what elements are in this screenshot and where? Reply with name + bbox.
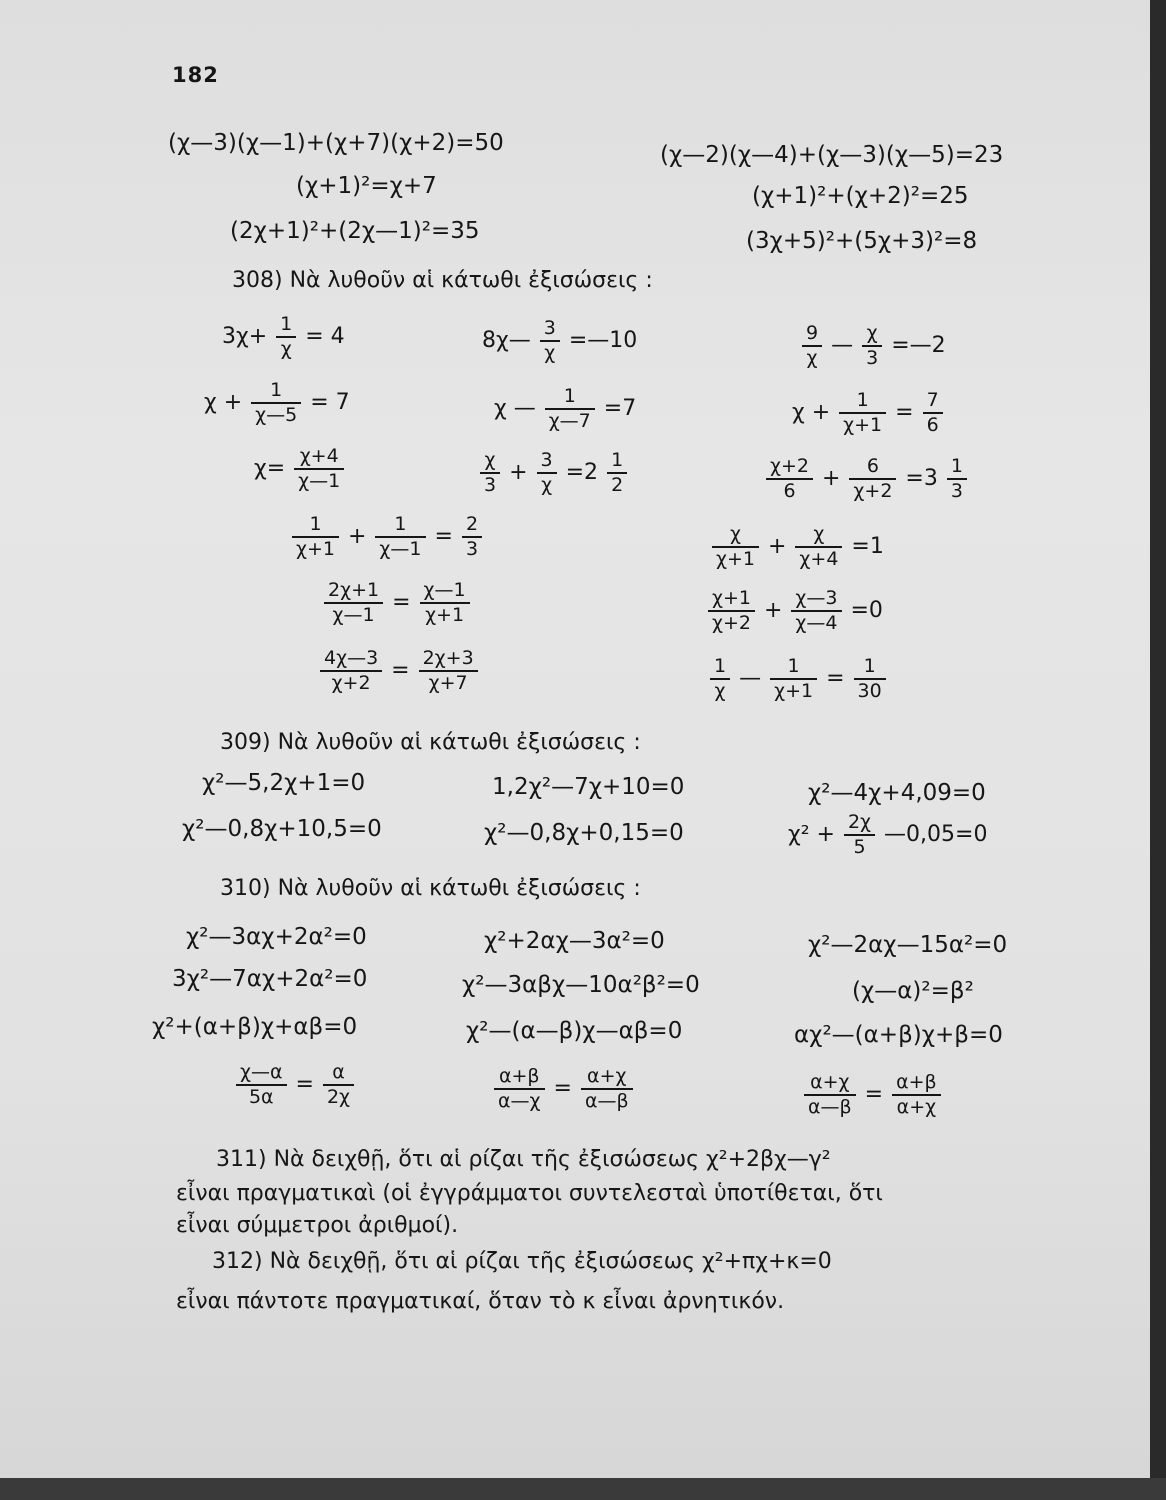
numerator: χ—1 <box>420 580 470 604</box>
eq-text: =0 <box>850 597 883 623</box>
fraction <box>804 1072 856 1118</box>
numerator: 4χ—3 <box>320 648 382 672</box>
numerator: 1 <box>251 380 301 404</box>
eq-text: = <box>864 1081 884 1107</box>
fraction <box>581 1066 633 1112</box>
numerator: α+β <box>494 1066 545 1090</box>
fraction <box>419 648 478 694</box>
equation-308-7 <box>254 446 346 492</box>
numerator: 1 <box>292 514 339 538</box>
equation-308-5 <box>494 386 636 432</box>
fraction <box>710 656 730 702</box>
equation: (χ+1)²=χ+7 <box>296 173 437 199</box>
eq-text: χ — <box>494 395 536 421</box>
equation: (2χ+1)²+(2χ—1)²=35 <box>230 218 480 244</box>
eq-text: χ= <box>254 455 286 481</box>
fraction <box>607 450 627 496</box>
fraction <box>766 456 813 502</box>
fraction <box>795 524 842 570</box>
denominator: χ+2 <box>712 611 751 634</box>
eq-text: =2 <box>565 459 599 485</box>
numerator: 1 <box>770 656 817 680</box>
numerator: α+β <box>892 1072 941 1096</box>
eq-text: + <box>763 597 783 623</box>
denominator: χ—4 <box>795 611 838 634</box>
fraction <box>892 1072 941 1118</box>
equation: (χ—3)(χ—1)+(χ+7)(χ+2)=50 <box>168 130 504 156</box>
denominator: 3 <box>950 479 963 502</box>
equation: 1,2χ²—7χ+10=0 <box>492 774 685 800</box>
fraction <box>849 456 896 502</box>
fraction <box>420 580 470 626</box>
equation: (χ—2)(χ—4)+(χ—3)(χ—5)=23 <box>660 142 1004 168</box>
denominator: 6 <box>926 413 939 436</box>
numerator: 1 <box>839 390 886 414</box>
equation: (χ+1)²+(χ+2)²=25 <box>752 183 969 209</box>
numerator: 2χ+3 <box>419 648 478 672</box>
equation-308-10 <box>290 514 484 560</box>
denominator: χ <box>806 346 818 369</box>
equation-308-9 <box>764 456 969 502</box>
exercise-308-heading: 308) Νὰ λυθοῦν αἱ κάτωθι ἐξισώσεις : <box>232 268 653 293</box>
equation: χ²—3αχ+2α²=0 <box>186 924 367 950</box>
denominator: α—β <box>584 1089 629 1112</box>
denominator: χ <box>544 341 556 364</box>
fraction <box>545 386 595 432</box>
equation-308-11 <box>710 524 884 570</box>
eq-text: — <box>831 332 854 358</box>
numerator: 1 <box>854 656 886 680</box>
eq-text: = <box>434 523 453 549</box>
numerator: χ—α <box>236 1062 287 1086</box>
fraction <box>770 656 817 702</box>
equation: χ²—3αβχ—10α²β²=0 <box>462 972 700 998</box>
eq-text: = 4 <box>305 323 345 349</box>
equation: 3χ²—7αχ+2α²=0 <box>172 966 368 992</box>
numerator: 1 <box>607 450 627 474</box>
fraction <box>712 524 759 570</box>
equation: χ²—0,8χ+10,5=0 <box>182 816 382 842</box>
denominator: α+χ <box>896 1095 937 1118</box>
numerator: α+χ <box>804 1072 856 1096</box>
eq-text: =1 <box>851 533 884 559</box>
equation-309-6 <box>788 812 987 858</box>
numerator: α+χ <box>581 1066 633 1090</box>
eq-text: χ² + <box>788 821 835 847</box>
book-spine-shadow <box>1150 0 1166 1500</box>
fraction <box>292 514 339 560</box>
equation-308-3 <box>800 323 946 369</box>
denominator: 5α <box>248 1085 274 1108</box>
fraction <box>854 656 886 702</box>
equation-310-11 <box>492 1066 635 1112</box>
denominator: χ+4 <box>799 547 839 570</box>
eq-text: 8χ— <box>482 327 531 353</box>
numerator: α <box>323 1062 354 1086</box>
denominator: 5 <box>853 835 866 858</box>
exercise-310-heading: 310) Νὰ λυθοῦν αἱ κάτωθι ἐξισώσεις : <box>220 876 641 901</box>
fraction <box>844 812 875 858</box>
numerator: 3 <box>540 318 560 342</box>
denominator: χ—5 <box>255 403 298 426</box>
denominator: χ—1 <box>332 603 375 626</box>
equation: αχ²—(α+β)χ+β=0 <box>794 1022 1003 1048</box>
equation-308-8 <box>478 450 629 496</box>
numerator: 1 <box>276 314 296 338</box>
denominator: χ—1 <box>298 469 341 492</box>
eq-text: = <box>826 665 845 691</box>
numerator: χ+2 <box>766 456 813 480</box>
equation-308-4 <box>204 380 350 426</box>
denominator: χ <box>280 337 292 360</box>
exercise-311-line2: εἶναι πραγματικαὶ (οἱ ἐγγράμματοι συντελεσταὶ ὑποτίθεται, ὅτι <box>176 1181 883 1206</box>
equation-308-6 <box>792 390 945 436</box>
fraction <box>294 446 344 492</box>
denominator: χ+1 <box>843 413 883 436</box>
fraction <box>802 323 822 369</box>
eq-text: = <box>295 1071 314 1097</box>
denominator: χ+2 <box>853 479 893 502</box>
fraction <box>791 588 841 634</box>
numerator: χ—3 <box>791 588 841 612</box>
fraction <box>540 318 560 364</box>
eq-text: — <box>739 665 762 691</box>
fraction <box>923 390 943 436</box>
exercise-312-line2: εἶναι πάντοτε πραγματικαί, ὅταν τὸ κ εἶναι ἀρνητικόν. <box>176 1289 785 1314</box>
fraction <box>862 323 882 369</box>
eq-text: = <box>553 1075 572 1101</box>
numerator: χ <box>480 450 500 474</box>
equation: χ²—5,2χ+1=0 <box>202 770 366 796</box>
denominator: χ—7 <box>548 409 591 432</box>
fraction <box>708 588 755 634</box>
equation: χ²—4χ+4,09=0 <box>808 780 986 806</box>
eq-text: = 7 <box>310 389 350 415</box>
denominator: 3 <box>484 473 497 496</box>
equation-308-12 <box>322 580 472 626</box>
denominator: χ+1 <box>296 537 335 560</box>
scan-bottom-edge <box>0 1478 1166 1500</box>
numerator: 2χ+1 <box>324 580 383 604</box>
denominator: χ <box>541 473 553 496</box>
equation-308-15 <box>708 656 888 702</box>
numerator: 3 <box>537 450 557 474</box>
fraction <box>537 450 557 496</box>
equation: χ²—2αχ—15α²=0 <box>808 932 1008 958</box>
fraction <box>324 580 383 626</box>
denominator: χ+7 <box>428 671 468 694</box>
eq-text: =3 <box>905 465 938 491</box>
eq-text: =7 <box>603 395 637 421</box>
equation: (χ—α)²=β² <box>852 978 974 1004</box>
page-number: 182 <box>172 63 219 87</box>
equation-308-14 <box>318 648 480 694</box>
denominator: 2χ <box>326 1085 351 1108</box>
fraction <box>251 380 301 426</box>
eq-text: χ + <box>792 399 831 425</box>
equation-308-2 <box>482 318 637 364</box>
numerator: 7 <box>923 390 943 414</box>
equation-310-10 <box>234 1062 356 1108</box>
denominator: χ+1 <box>774 679 814 702</box>
equation-308-13 <box>706 588 883 634</box>
equation-308-1 <box>222 314 345 360</box>
numerator: χ <box>862 323 882 347</box>
numerator: χ <box>795 524 842 548</box>
exercise-312-line1: 312) Νὰ δειχθῇ, ὅτι αἱ ρίζαι τῆς ἐξισώσεως χ²+πχ+κ=0 <box>212 1249 832 1274</box>
eq-text: + <box>767 533 787 559</box>
exercise-309-heading: 309) Νὰ λυθοῦν αἱ κάτωθι ἐξισώσεις : <box>220 730 641 755</box>
numerator: 1 <box>947 456 967 480</box>
eq-text: + <box>509 459 528 485</box>
eq-text: 3χ+ <box>222 323 268 349</box>
fraction <box>375 514 425 560</box>
denominator: 2 <box>611 473 624 496</box>
equation: χ²+2αχ—3α²=0 <box>484 928 665 954</box>
numerator: 2 <box>462 514 482 538</box>
exercise-311-line3: εἶναι σύμμετροι ἀριθμοί). <box>176 1213 459 1238</box>
denominator: 3 <box>465 537 479 560</box>
eq-text: = <box>895 399 914 425</box>
equation: χ²—(α—β)χ—αβ=0 <box>466 1018 683 1044</box>
denominator: 6 <box>783 479 796 502</box>
numerator: 1 <box>710 656 730 680</box>
denominator: 3 <box>866 346 879 369</box>
numerator: 2χ <box>844 812 875 836</box>
numerator: 9 <box>802 323 822 347</box>
numerator: χ <box>712 524 759 548</box>
fraction <box>494 1066 545 1112</box>
denominator: χ+1 <box>716 547 755 570</box>
exercise-311-line1: 311) Νὰ δειχθῇ, ὅτι αἱ ρίζαι τῆς ἐξισώσεως χ²+2βχ—γ² <box>216 1147 831 1172</box>
eq-text: =—2 <box>891 332 946 358</box>
fraction <box>462 514 482 560</box>
equation-310-12 <box>802 1072 943 1118</box>
denominator: χ—1 <box>379 537 422 560</box>
denominator: 30 <box>857 679 882 702</box>
denominator: α—χ <box>498 1089 541 1112</box>
eq-text: = <box>392 589 411 615</box>
numerator: χ+1 <box>708 588 755 612</box>
numerator: χ+4 <box>294 446 344 470</box>
eq-text: —0,05=0 <box>884 821 988 847</box>
fraction <box>276 314 296 360</box>
eq-text: χ + <box>204 389 243 415</box>
fraction <box>236 1062 287 1108</box>
equation: (3χ+5)²+(5χ+3)²=8 <box>746 228 978 254</box>
equation: χ²+(α+β)χ+αβ=0 <box>152 1014 358 1040</box>
fraction <box>839 390 886 436</box>
fraction <box>480 450 500 496</box>
numerator: 1 <box>545 386 595 410</box>
denominator: α—β <box>808 1095 852 1118</box>
fraction <box>947 456 967 502</box>
denominator: χ <box>714 679 726 702</box>
denominator: χ+2 <box>331 671 371 694</box>
numerator: 6 <box>849 456 896 480</box>
eq-text: + <box>821 465 841 491</box>
fraction <box>323 1062 354 1108</box>
equation: χ²—0,8χ+0,15=0 <box>484 820 684 846</box>
eq-text: + <box>347 523 367 549</box>
denominator: χ+1 <box>425 603 465 626</box>
eq-text: =—10 <box>568 327 638 353</box>
eq-text: = <box>391 657 410 683</box>
numerator: 1 <box>375 514 425 538</box>
fraction <box>320 648 382 694</box>
